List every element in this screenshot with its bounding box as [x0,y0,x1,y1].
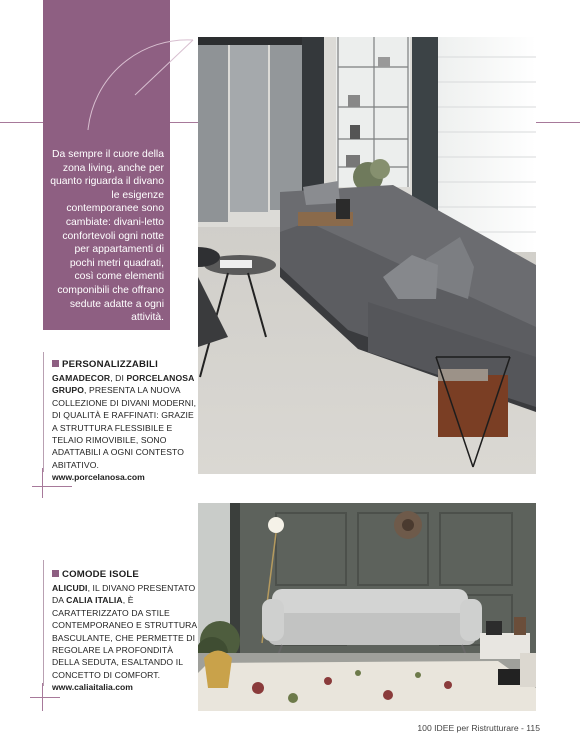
guide-line-left [0,122,43,123]
caption-comode-isole [52,569,197,692]
guide-line-cross-bottom [30,697,60,698]
caption-connector: , DI [110,373,127,383]
decorative-arc-graphic [43,0,203,150]
caption-connector: , IL DIVANO PRESENTATO DA [52,583,196,606]
caption-bullet-square [52,360,59,367]
caption-url-link[interactable]: www.caliaitalia.com [52,682,133,693]
brand-calia-italia: CALIA ITALIA [66,595,123,606]
caption-personalizzabili [52,359,197,482]
caption-url-link[interactable]: www.porcelanosa.com [52,472,145,483]
living-room-sofa-photo [198,37,536,474]
caption-body-text: , È CARATTERIZZATO DA STILE CONTEMPORANEO E STRUTTURA BASCULANTE, CHE PERMETTE DI REGOLARE LA PROFONDITÀ DELLA SEDUTA, ESALTANDO IL CONCETTO DI COMFORT. [52,595,197,680]
guide-line-mid [170,122,198,123]
guide-line-cross [32,486,72,487]
caption-body [52,372,197,471]
caption-heading [52,359,197,370]
guide-line-cross-bottom-v [42,683,43,711]
intro-text: Da sempre il cuore della zona living, anche per quanto riguarda il divano le esigenze contemporanee sono cambiate: divani-letto confortevoli ogni notte per appartamenti di pochi metri quadrati, così come elementi componibili che offrano sedute adatte a ogni attività. [50,149,164,324]
guide-line-cross-v [42,468,43,498]
caption-body [52,582,197,681]
caption-rule-bottom [43,560,44,686]
brand-porcelanosa: PORCELANOSA GRUPO [52,373,195,396]
page-footer: 100 IDEE per Ristrutturare - 115 [417,723,540,733]
brand-gamadecor: GAMADECOR [52,373,111,383]
white-sofa-photo [198,503,536,711]
guide-line-right [536,122,580,123]
caption-heading-text: PERSONALIZZABILI [62,359,158,370]
caption-body-text: , PRESENTA LA NUOVA COLLEZIONE DI DIVANI MODERNI, DI QUALITÀ E RAFFINATI: GRAZIE A STRUTTURA FLESSIBILE E TELAIO RIMOVIBILE, SONO ADATTABILI A OGNI CONTESTO ABITATIVO. [52,385,197,470]
brand-alicudi: ALICUDI [52,583,88,593]
caption-heading-text: COMODE ISOLE [62,569,140,580]
caption-heading [52,569,197,580]
caption-rule-top [43,352,44,472]
caption-bullet-square [52,570,59,577]
